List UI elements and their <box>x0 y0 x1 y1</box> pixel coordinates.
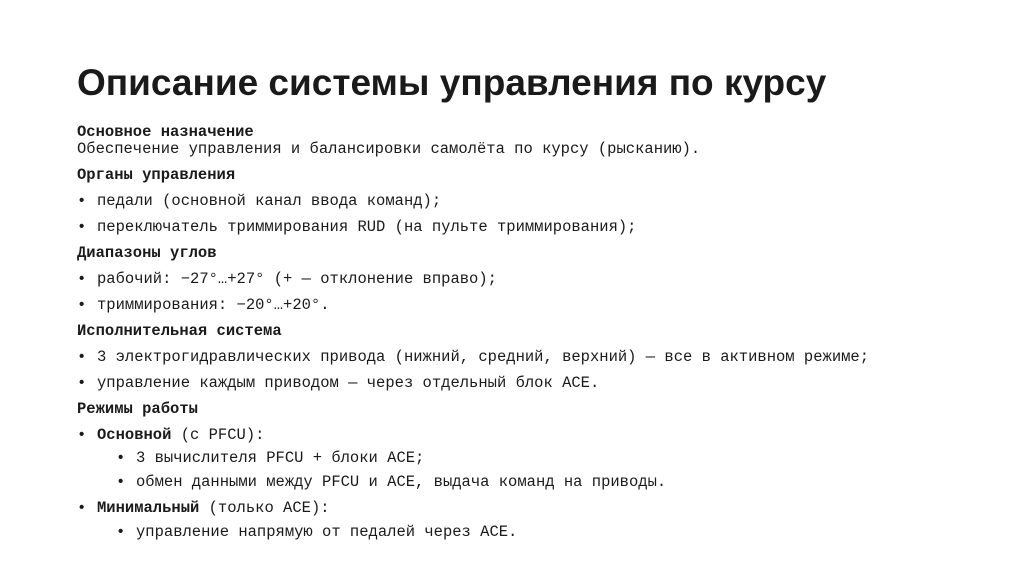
list-item-text: 3 электрогидравлических привода (нижний, средний, верхний) — все в активном режиме; <box>97 348 870 366</box>
bullet-icon: • <box>77 499 87 517</box>
list-item-text: управление напрямую от педалей через ACE. <box>136 523 518 541</box>
bullet-icon: • <box>77 270 87 288</box>
list-item <box>77 297 877 314</box>
list-item <box>77 349 877 366</box>
purpose-heading: Основное назначение <box>77 123 254 141</box>
actuation-heading: Исполнительная система <box>77 322 282 340</box>
controls-heading: Органы управления <box>77 166 236 184</box>
list-item-text: обмен данными между PFCU и ACE, выдача команд на приводы. <box>136 473 667 491</box>
mode-main <box>77 427 877 444</box>
mode-min-label: Минимальный <box>97 499 200 517</box>
bullet-icon: • <box>77 296 87 314</box>
list-item <box>77 474 877 491</box>
list-item <box>77 450 877 467</box>
bullet-icon: • <box>116 449 126 467</box>
list-item <box>77 375 877 392</box>
list-item-text: переключатель триммирования RUD (на пульте триммирования); <box>97 218 637 236</box>
list-item <box>77 271 877 288</box>
mode-min-suffix: (только ACE): <box>199 499 330 517</box>
bullet-icon: • <box>77 192 87 210</box>
bullet-icon: • <box>77 218 87 236</box>
list-item <box>77 193 877 210</box>
list-item-text: управление каждым приводом — через отдельный блок ACE. <box>97 374 600 392</box>
modes-heading: Режимы работы <box>77 400 198 418</box>
list-item-text: триммирования: −20°…+20°. <box>97 296 330 314</box>
list-item <box>77 219 877 236</box>
mode-main-suffix: (с PFCU): <box>171 426 265 444</box>
mode-main-label: Основной <box>97 426 172 444</box>
list-item <box>77 524 877 541</box>
bullet-icon: • <box>77 374 87 392</box>
bullet-icon: • <box>77 348 87 366</box>
bullet-icon: • <box>116 523 126 541</box>
list-item-text: 3 вычислителя PFCU + блоки ACE; <box>136 449 425 467</box>
list-item-text: рабочий: −27°…+27° (+ — отклонение вправо); <box>97 270 497 288</box>
purpose-text: Обеспечение управления и балансировки самолёта по курсу (рысканию). <box>77 140 701 158</box>
slide-content <box>77 124 877 541</box>
slide-title: Описание системы управления по курсу <box>77 62 827 103</box>
bullet-icon: • <box>77 426 87 444</box>
list-item-text: педали (основной канал ввода команд); <box>97 192 442 210</box>
mode-minimal <box>77 500 877 517</box>
bullet-icon: • <box>116 473 126 491</box>
ranges-heading: Диапазоны углов <box>77 244 217 262</box>
